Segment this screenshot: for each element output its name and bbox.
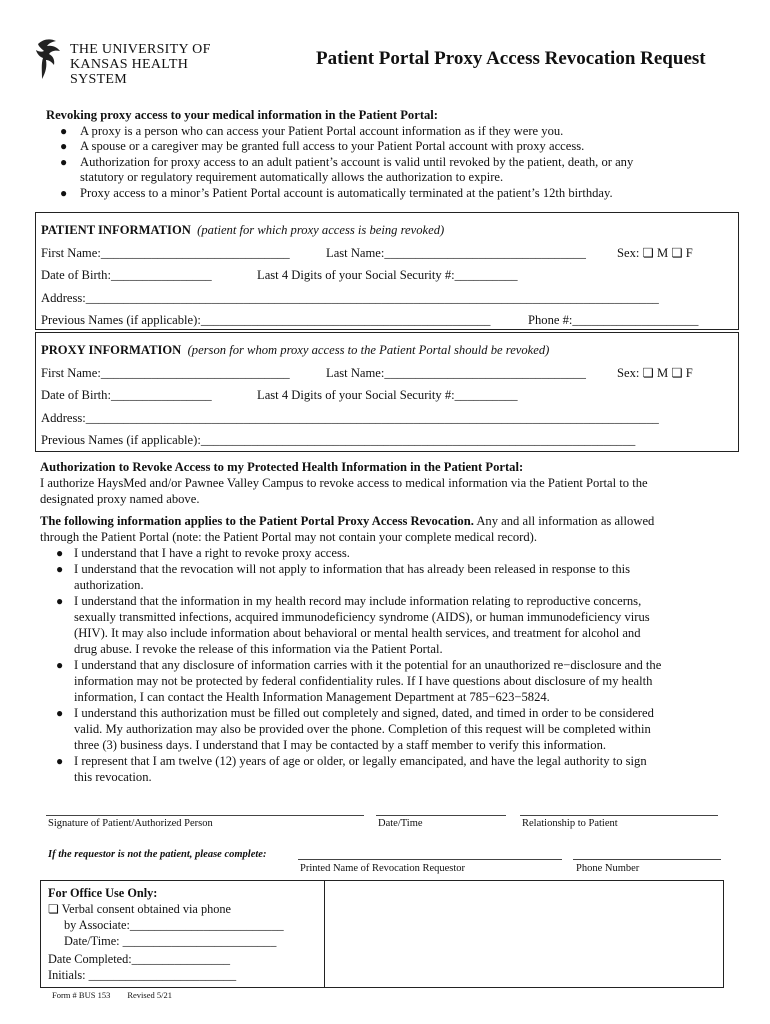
authorization-heading: Authorization to Revoke Access to my Protected Health Information in the Patient Portal: — [40, 460, 524, 474]
proxy-last-name-field[interactable]: Last Name:________________________________ — [326, 365, 586, 380]
form-number: Form # BUS 153 — [52, 990, 111, 1000]
list-item: ● Authorization for proxy access to an adult patient’s account is valid until revoked by the patient, death, or any — [60, 154, 634, 169]
patient-dob-field[interactable]: Date of Birth:________________ — [41, 268, 212, 282]
proxy-address-field[interactable]: Address:___________________________________________________________________________________________ — [41, 410, 659, 425]
bullet-icon: ● — [60, 123, 68, 138]
phone-number-label: Phone Number — [576, 863, 640, 874]
date-time-label: Date/Time — [378, 818, 423, 829]
list-item: ● I understand that the information in my health record may include information relating to reproductive concerns, sexually transmitted infections, acquired immunodeficiency syndrome (AIDS), or human immunodeficiency virus (HIV). It may also include information about behavioral or mental health services, and treatment for alcohol and drug abuse. I revoke the release of this information via the Patient Portal. — [56, 594, 650, 656]
bullet-icon: ● — [60, 139, 68, 153]
requestor-note: If the requestor is not the patient, please complete: — [48, 849, 267, 860]
revision-date: Revised 5/21 — [127, 990, 172, 1000]
authorization-text-1: I authorize HaysMed and/or Pawnee Valley Campus to revoke access to medical information via the Patient Portal to the — [40, 476, 648, 490]
list-item: ● Proxy access to a minor’s Patient Portal account is automatically terminated at the patient’s 12th birthday. — [60, 185, 613, 200]
intro-bullet-list — [46, 124, 746, 202]
patient-prev-names-row — [41, 309, 738, 332]
list-item: ● I understand that the revocation will not apply to information that has already been released in response to this authorization. — [56, 562, 631, 592]
proxy-prev-names-field[interactable]: Previous Names (if applicable):_____________________________________________________________________ — [41, 433, 636, 447]
relationship-label: Relationship to Patient — [522, 818, 618, 829]
list-item: ● A spouse or a caregiver may be granted full access to your Patient Portal account with proxy access. — [60, 139, 585, 153]
list-item: ● I understand that any disclosure of information carries with it the potential for an unauthorized re−disclosure and the information may not be protected by federal confidentiality rules. If I have questions about disclosure of my health information, I can contact the Health Information Management Department at 785−623−5824. — [56, 658, 662, 704]
list-item: ● I understand that I have a right to revoke proxy access. — [56, 546, 350, 560]
office-use-box — [40, 880, 724, 988]
signature-label: Signature of Patient/Authorized Person — [48, 818, 213, 829]
authorization-section — [40, 459, 740, 507]
patient-information-section — [35, 212, 739, 330]
checkbox-icon[interactable]: ❏ — [48, 902, 59, 916]
patient-info-heading-row — [41, 219, 738, 242]
list-item: ● I understand this authorization must be filled out completely and signed, dated, and timed in order to be considered valid. My authorization may also be provided over the phone. Completion of this request will be completed within three (3) business days. I understand that I may be contacted by a staff member to verify this information. — [56, 706, 654, 752]
phone-number-line[interactable] — [573, 859, 721, 860]
intro-section — [46, 108, 746, 201]
proxy-info-heading-row — [41, 339, 738, 362]
date-completed-field[interactable]: Date Completed:________________ — [48, 952, 231, 966]
relationship-line[interactable] — [520, 815, 718, 816]
patient-address-field[interactable]: Address:___________________________________________________________________________________________ — [41, 290, 659, 305]
proxy-dob-row — [41, 384, 738, 407]
patient-phone-field[interactable]: Phone #:____________________ — [528, 313, 699, 327]
by-associate-field[interactable]: by Associate:_________________________ — [64, 918, 284, 932]
patient-info-subheading: (patient for which proxy access is being revoked) — [197, 223, 445, 237]
patient-address-row — [41, 287, 738, 310]
initials-field[interactable]: Initials: ________________________ — [48, 968, 237, 982]
patient-dob-row — [41, 264, 738, 287]
date-time-line[interactable] — [376, 815, 506, 816]
proxy-first-name-field[interactable]: First Name:______________________________ — [41, 365, 290, 380]
acknowledgement-heading-line2: through the Patient Portal (note: the Patient Portal may not contain your complete medical record). — [40, 530, 537, 544]
bullet-icon: ● — [60, 154, 68, 169]
page-title: Patient Portal Proxy Access Revocation Request — [316, 48, 706, 69]
verbal-consent-row — [48, 901, 324, 917]
bullet-icon: ● — [56, 562, 64, 576]
office-date-time-field[interactable]: Date/Time: _________________________ — [64, 934, 277, 948]
proxy-prev-names-row — [41, 429, 738, 452]
bullet-icon: ● — [56, 594, 64, 608]
proxy-information-section — [35, 332, 739, 452]
logo-line-1: THE UNIVERSITY OF — [70, 42, 211, 57]
bullet-icon: ● — [56, 658, 64, 672]
acknowledgement-bullet-list — [40, 545, 740, 785]
printed-name-line[interactable] — [298, 859, 562, 860]
proxy-info-subheading: (person for whom proxy access to the Patient Portal should be revoked) — [187, 343, 550, 357]
proxy-name-row — [41, 362, 738, 385]
verbal-consent-label: Verbal consent obtained via phone — [61, 902, 231, 916]
proxy-sex-checkboxes[interactable]: Sex: ❏ M ❏ F — [617, 365, 693, 380]
patient-prev-names-field[interactable]: Previous Names (if applicable):______________________________________________ — [41, 313, 491, 327]
logo — [34, 38, 234, 87]
patient-first-name-field[interactable]: First Name:______________________________ — [41, 245, 290, 260]
office-use-panel — [41, 881, 325, 987]
acknowledgement-heading-rest: Any and all information as allowed — [473, 514, 655, 528]
list-item-continuation: statutory or regulatory requirement automatically allows the authorization to expire. — [80, 170, 504, 184]
authorization-text-2: designated proxy named above. — [40, 492, 200, 506]
logo-line-2: KANSAS HEALTH SYSTEM — [70, 57, 189, 87]
acknowledgement-section — [40, 513, 740, 785]
bullet-icon: ● — [60, 185, 68, 200]
logo-text — [70, 42, 234, 87]
patient-name-row — [41, 242, 738, 265]
form-id — [52, 990, 172, 1000]
patient-ssn-field[interactable]: Last 4 Digits of your Social Security #:__________ — [257, 268, 518, 282]
bullet-icon: ● — [56, 706, 64, 720]
proxy-dob-field[interactable]: Date of Birth:________________ — [41, 388, 212, 402]
patient-sex-checkboxes[interactable]: Sex: ❏ M ❏ F — [617, 245, 693, 260]
office-use-heading: For Office Use Only: — [48, 886, 158, 900]
proxy-ssn-field[interactable]: Last 4 Digits of your Social Security #:__________ — [257, 388, 518, 402]
proxy-address-row — [41, 407, 738, 430]
bullet-icon: ● — [56, 546, 64, 560]
proxy-info-heading: PROXY INFORMATION — [41, 343, 182, 357]
list-item: ● A proxy is a person who can access your Patient Portal account information as if they were you. — [60, 123, 564, 138]
jayhawk-logo-icon — [34, 38, 66, 82]
list-item: ● I represent that I am twelve (12) years of age or older, or legally emancipated, and have the legal authority to sign this revocation. — [56, 754, 647, 784]
patient-info-heading: PATIENT INFORMATION — [41, 223, 191, 237]
intro-heading: Revoking proxy access to your medical information in the Patient Portal: — [46, 108, 438, 122]
bullet-icon: ● — [56, 754, 64, 768]
patient-last-name-field[interactable]: Last Name:________________________________ — [326, 245, 586, 260]
signature-line[interactable] — [46, 815, 364, 816]
acknowledgement-heading: The following information applies to the Patient Portal Proxy Access Revocation. — [40, 514, 474, 528]
printed-name-label: Printed Name of Revocation Requestor — [300, 863, 466, 874]
